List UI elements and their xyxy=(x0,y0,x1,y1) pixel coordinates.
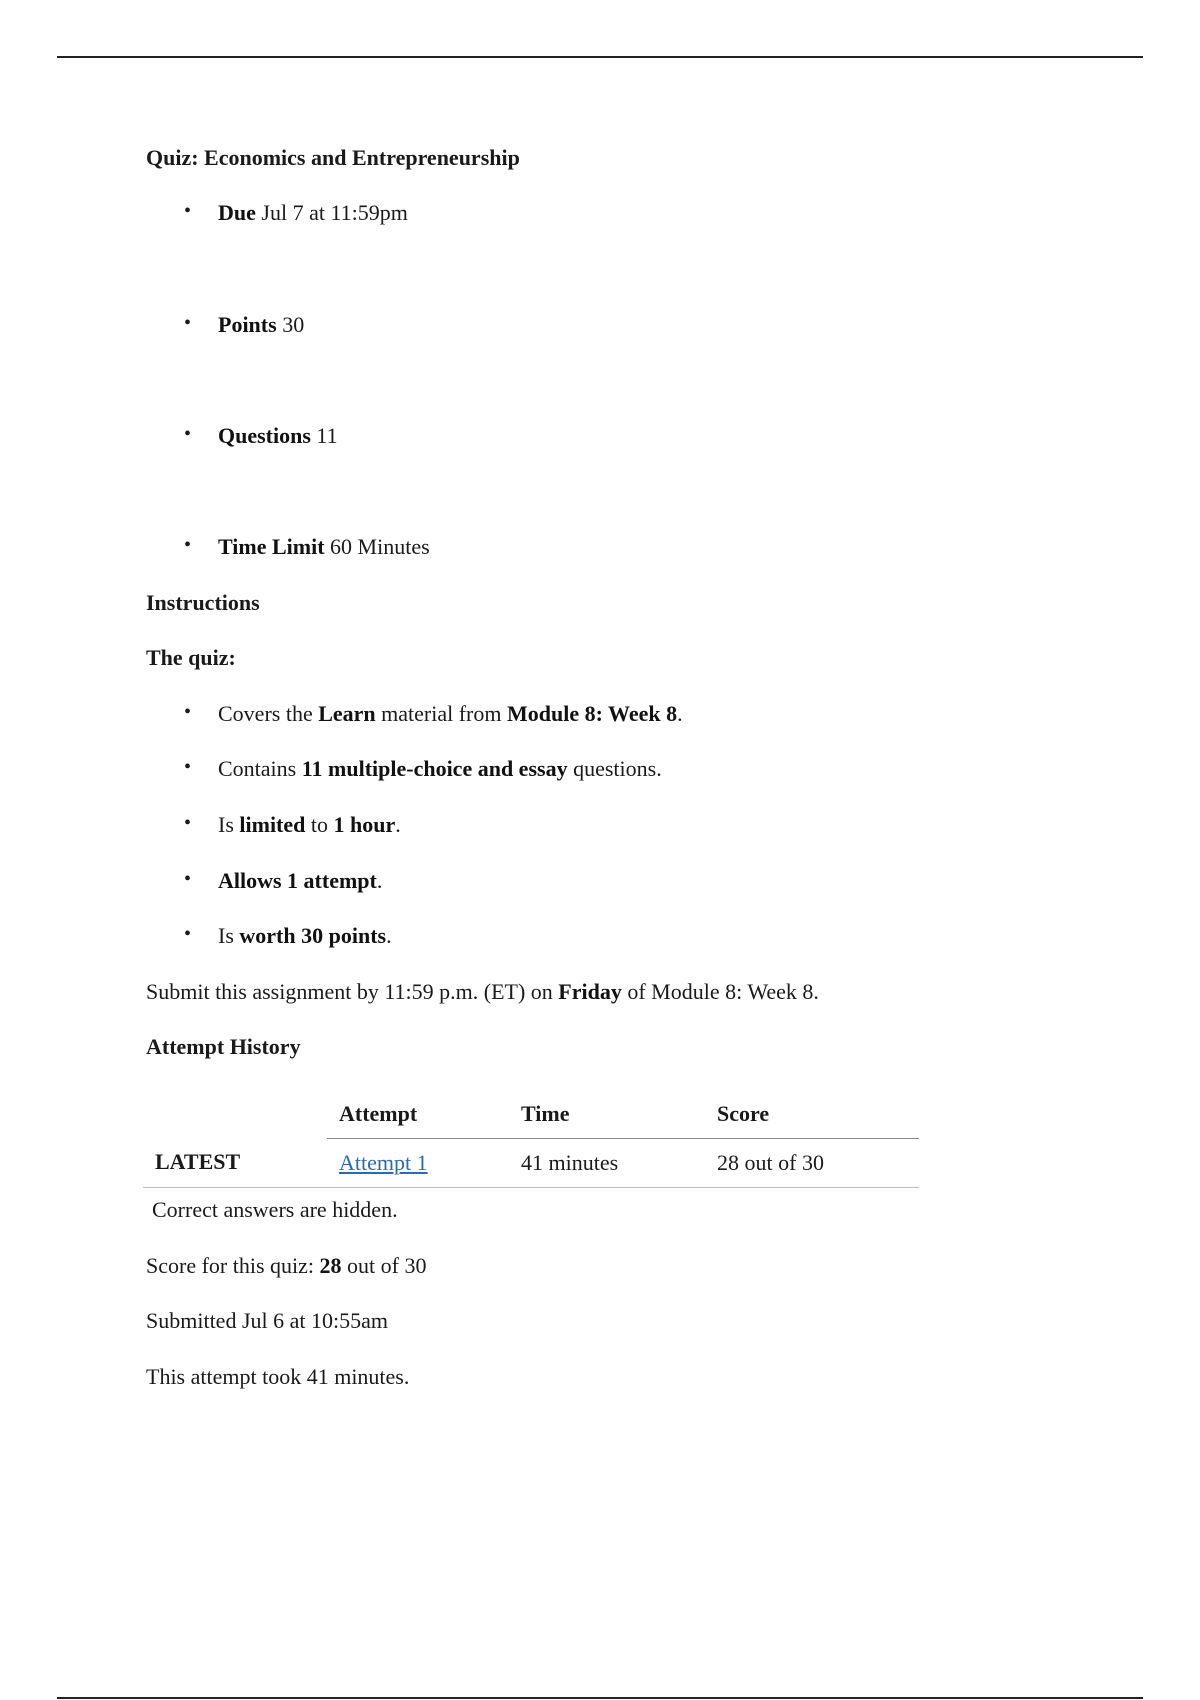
score-value: 28 xyxy=(319,1253,342,1278)
bullet-icon: • xyxy=(184,534,192,556)
top-rule xyxy=(57,56,1143,58)
bullet-icon: • xyxy=(184,312,192,334)
score-text: out of 30 xyxy=(341,1253,427,1278)
score-text: Score for this quiz: xyxy=(146,1253,320,1278)
column-header-score: Score xyxy=(705,1090,919,1139)
bullet-icon: • xyxy=(184,423,192,445)
instruction-emphasis: 11 multiple-choice and essay xyxy=(301,756,568,781)
bullet-icon: • xyxy=(184,701,192,723)
instruction-text: questions. xyxy=(567,756,662,781)
attempt-history-table xyxy=(143,1090,919,1188)
quiz-title: Quiz: Economics and Entrepreneurship xyxy=(146,145,520,170)
bottom-rule xyxy=(57,1697,1143,1699)
column-header-time: Time xyxy=(509,1090,705,1139)
submit-text: of Module 8: Week 8. xyxy=(621,979,819,1004)
instruction-text: Covers the xyxy=(218,701,319,726)
questions-value: 11 xyxy=(316,423,338,448)
instruction-item xyxy=(184,756,662,782)
instruction-item xyxy=(184,812,401,838)
column-header-attempt: Attempt xyxy=(327,1090,509,1139)
due-value: Jul 7 at 11:59pm xyxy=(261,200,408,225)
attempt-duration: This attempt took 41 minutes. xyxy=(146,1364,410,1389)
instruction-item xyxy=(184,868,383,894)
attempt-1-link[interactable]: Attempt 1 xyxy=(339,1149,428,1175)
due-label: Due xyxy=(218,200,256,225)
time-limit-label: Time Limit xyxy=(218,534,325,559)
submit-text: Submit this assignment by 11:59 p.m. (ET) on xyxy=(146,979,559,1004)
meta-due xyxy=(184,200,408,226)
questions-label: Questions xyxy=(218,423,311,448)
instructions-heading: Instructions xyxy=(146,590,260,615)
table-header-blank xyxy=(143,1090,327,1139)
instruction-text: . xyxy=(395,812,401,837)
submit-deadline xyxy=(146,979,819,1005)
instruction-text: to xyxy=(305,812,334,837)
instruction-text: . xyxy=(677,701,683,726)
table-row xyxy=(143,1139,919,1188)
meta-questions xyxy=(184,423,338,449)
instruction-emphasis: Learn xyxy=(318,701,376,726)
attempt-cell xyxy=(327,1139,509,1188)
points-value: 30 xyxy=(282,312,305,337)
instruction-emphasis: Module 8: Week 8 xyxy=(507,701,678,726)
instruction-emphasis: worth 30 points xyxy=(239,923,387,948)
instruction-text: . xyxy=(376,868,383,893)
instruction-emphasis: limited xyxy=(239,812,306,837)
instruction-text: . xyxy=(386,923,392,948)
instruction-emphasis: Allows 1 attempt xyxy=(218,868,377,893)
meta-time-limit xyxy=(184,534,430,560)
meta-points xyxy=(184,312,305,338)
bullet-icon: • xyxy=(184,200,192,222)
bullet-icon: • xyxy=(184,812,192,834)
instruction-text: Is xyxy=(218,812,240,837)
table-header-row xyxy=(143,1090,919,1139)
attempt-time: 41 minutes xyxy=(509,1139,705,1188)
quiz-score xyxy=(146,1253,426,1279)
time-limit-value: 60 Minutes xyxy=(330,534,430,559)
attempt-history-heading: Attempt History xyxy=(146,1034,301,1059)
submitted-timestamp: Submitted Jul 6 at 10:55am xyxy=(146,1308,388,1333)
instruction-text: material from xyxy=(375,701,507,726)
answers-hidden-note: Correct answers are hidden. xyxy=(152,1197,398,1222)
bullet-icon: • xyxy=(184,756,192,778)
instruction-item xyxy=(184,701,683,727)
points-label: Points xyxy=(218,312,277,337)
latest-label: LATEST xyxy=(143,1139,327,1188)
instruction-emphasis: 1 hour xyxy=(333,812,396,837)
bullet-icon: • xyxy=(184,923,192,945)
instruction-text: Is xyxy=(218,923,240,948)
instruction-item xyxy=(184,923,392,949)
submit-day: Friday xyxy=(558,979,622,1004)
attempt-score: 28 out of 30 xyxy=(705,1139,919,1188)
bullet-icon: • xyxy=(184,868,192,890)
quiz-subheading: The quiz: xyxy=(146,645,236,670)
instruction-text: Contains xyxy=(218,756,302,781)
